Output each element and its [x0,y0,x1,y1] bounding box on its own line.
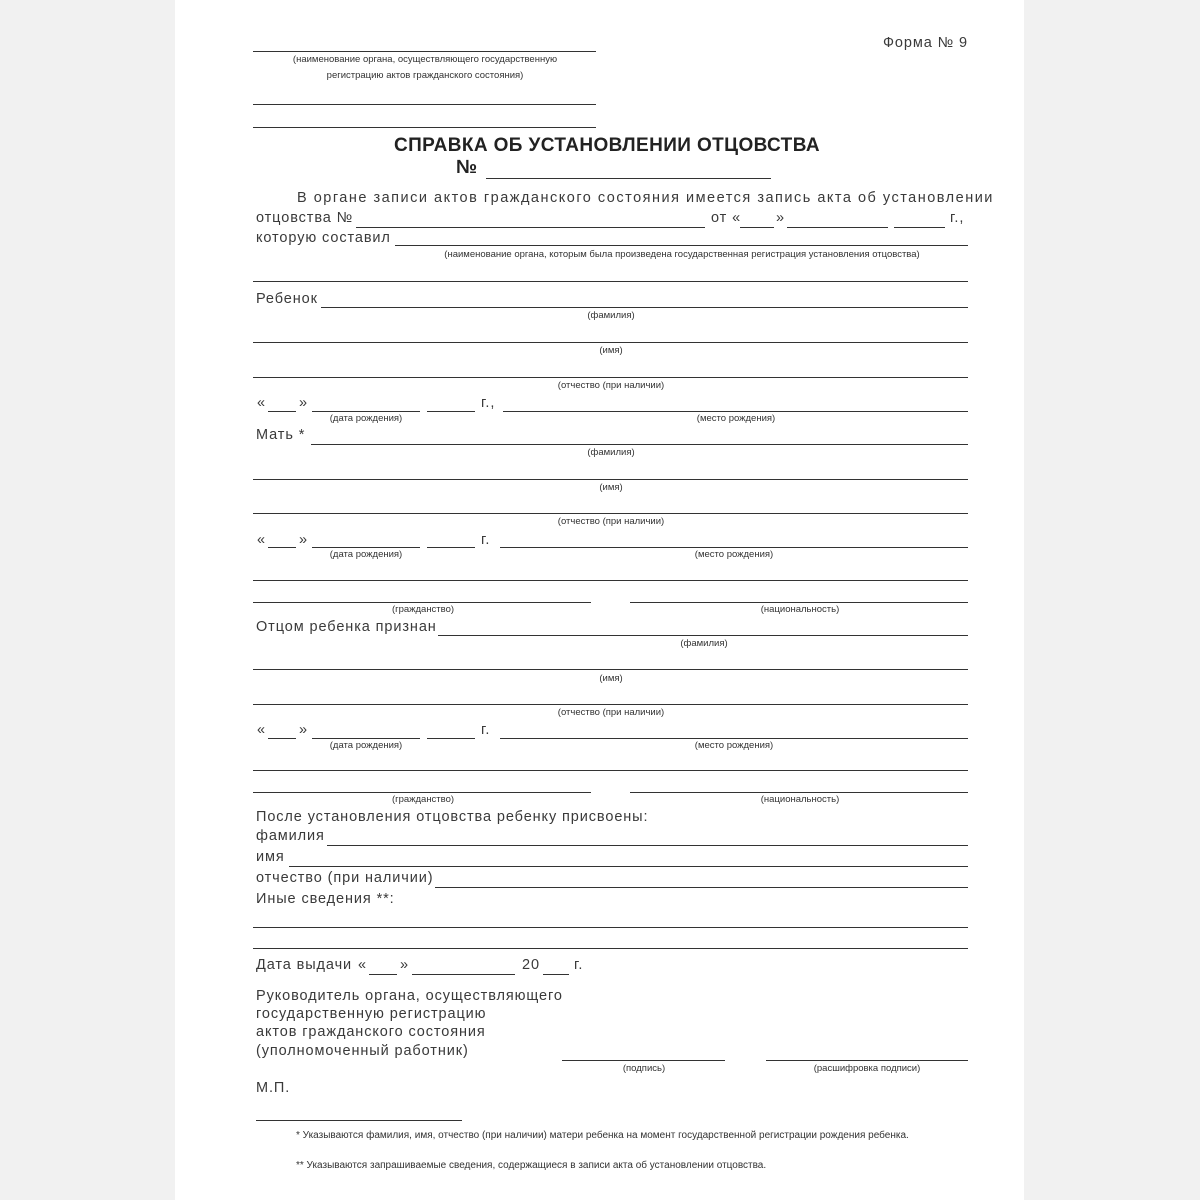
issue-year-line[interactable] [543,974,569,975]
org-name-line[interactable] [253,51,596,52]
compiled-by-line-2[interactable] [253,281,968,282]
father-birth-date-caption: (дата рождения) [329,740,403,751]
stamp-label: М.П. [256,1080,291,1096]
form-sheet [175,0,1024,1200]
child-name-caption: (имя) [599,345,623,356]
mother-name-caption: (имя) [599,482,623,493]
intro-line1: В органе записи актов гражданского состояния имеется запись акта об установлении [297,190,994,206]
compiled-by-label: которую составил [256,230,391,246]
father-birth-close-quote: » [299,722,308,738]
father-name-caption: (имя) [599,673,623,684]
decoding-caption: (расшифровка подписи) [813,1063,921,1074]
act-month-line[interactable] [787,227,888,228]
new-patronymic-label: отчество (при наличии) [256,870,434,886]
mother-birth-year-line[interactable] [427,547,475,548]
mother-surname-caption: (фамилия) [587,447,635,458]
act-year-suffix: г., [950,210,965,226]
issue-open-quote: « [358,957,367,973]
other-info-label: Иные сведения **: [256,891,395,907]
head-line2: государственную регистрацию [256,1006,487,1022]
mother-patronymic-line[interactable] [253,513,968,514]
signature-line[interactable] [562,1060,725,1061]
issue-century: 20 [522,957,540,973]
after-heading: После установления отцовства ребенку присвоены: [256,809,649,825]
child-birth-date-caption: (дата рождения) [329,413,403,424]
mother-citizenship-line[interactable] [253,602,591,603]
father-label: Отцом ребенка признан [256,619,437,635]
father-birth-place-line[interactable] [500,738,968,739]
child-birth-open-quote: « [257,395,266,411]
father-patronymic-caption: (отчество (при наличии) [557,707,665,718]
father-nationality-caption: (национальность) [760,794,840,805]
org-caption-line2: регистрацию актов гражданского состояния) [326,70,524,81]
mother-birth-month-line[interactable] [312,547,420,548]
child-surname-caption: (фамилия) [587,310,635,321]
compiled-by-caption: (наименование органа, которым была произведена государственная регистрация установления отцовства) [444,249,920,260]
child-birth-month-line[interactable] [312,411,420,412]
mother-nationality-caption: (национальность) [760,604,840,615]
org-caption-line1: (наименование органа, осуществляющего государственную [292,54,558,65]
issue-day-line[interactable] [369,974,397,975]
child-surname-line[interactable] [321,307,968,308]
mother-citizenship-caption: (гражданство) [391,604,455,615]
certificate-number-line[interactable] [486,178,771,179]
head-line3: актов гражданского состояния [256,1024,486,1040]
child-birth-day-line[interactable] [268,411,296,412]
father-birth-day-line[interactable] [268,738,296,739]
other-info-line-1[interactable] [253,927,968,928]
issue-year-suffix: г. [574,957,584,973]
mother-birth-place-line[interactable] [500,547,968,548]
new-name-label: имя [256,849,285,865]
org-line-2[interactable] [253,104,596,105]
child-name-line[interactable] [253,342,968,343]
act-number-line[interactable] [356,227,705,228]
head-line1: Руководитель органа, осуществляющего [256,988,563,1004]
issue-date-label: Дата выдачи [256,957,353,973]
mother-birth-year-suffix: г. [481,532,491,548]
father-birth-month-line[interactable] [312,738,420,739]
mother-name-line[interactable] [253,479,968,480]
form-number: Форма № 9 [883,35,968,51]
issue-month-line[interactable] [412,974,515,975]
child-label: Ребенок [256,291,318,307]
new-name-line[interactable] [289,866,968,867]
footnote-2: ** Указываются запрашиваемые сведения, содержащиеся в записи акта об установлении отцовства. [296,1160,767,1171]
child-birth-place-caption: (место рождения) [696,413,776,424]
mother-nationality-line[interactable] [630,602,968,603]
father-nationality-line[interactable] [630,792,968,793]
new-patronymic-line[interactable] [435,887,968,888]
mother-birth-date-caption: (дата рождения) [329,549,403,560]
act-day-line[interactable] [740,227,774,228]
other-info-line-2[interactable] [253,948,968,949]
father-birth-place-caption: (место рождения) [694,740,774,751]
act-date-from: от « [711,210,742,226]
signature-decoding-line[interactable] [766,1060,968,1061]
footnote-1: * Указываются фамилия, имя, отчество (при наличии) матери ребенка на момент государственной регистрации рождения ребенка. [296,1130,909,1141]
father-surname-caption: (фамилия) [680,638,728,649]
head-line4: (уполномоченный работник) [256,1043,469,1059]
mother-label: Мать * [256,427,306,443]
child-birth-place-line[interactable] [503,411,968,412]
signature-caption: (подпись) [622,1063,666,1074]
mother-birth-day-line[interactable] [268,547,296,548]
father-birth-year-suffix: г. [481,722,491,738]
mother-birth-open-quote: « [257,532,266,548]
child-birth-year-suffix: г., [481,395,496,411]
father-name-line[interactable] [253,669,968,670]
org-line-3[interactable] [253,127,596,128]
father-citizenship-caption: (гражданство) [391,794,455,805]
mother-patronymic-caption: (отчество (при наличии) [557,516,665,527]
mother-birth-place-caption: (место рождения) [694,549,774,560]
mother-birth-close-quote: » [299,532,308,548]
mother-birth-place-line-2[interactable] [253,580,968,581]
act-year-line[interactable] [894,227,945,228]
mother-surname-line[interactable] [311,444,968,445]
act-quote-close: » [776,210,785,226]
child-birth-close-quote: » [299,395,308,411]
child-birth-year-line[interactable] [427,411,475,412]
father-surname-line[interactable] [438,635,968,636]
father-birth-open-quote: « [257,722,266,738]
child-patronymic-caption: (отчество (при наличии) [557,380,665,391]
act-number-label: отцовства № [256,210,354,226]
new-surname-line[interactable] [327,845,968,846]
father-birth-place-line-2[interactable] [253,770,968,771]
father-patronymic-line[interactable] [253,704,968,705]
number-sign: № [456,157,478,178]
new-surname-label: фамилия [256,828,325,844]
father-citizenship-line[interactable] [253,792,591,793]
page-title: СПРАВКА ОБ УСТАНОВЛЕНИИ ОТЦОВСТВА [394,135,820,156]
father-birth-year-line[interactable] [427,738,475,739]
child-patronymic-line[interactable] [253,377,968,378]
compiled-by-line[interactable] [395,245,968,246]
issue-close-quote: » [400,957,409,973]
footnote-separator [256,1120,462,1121]
